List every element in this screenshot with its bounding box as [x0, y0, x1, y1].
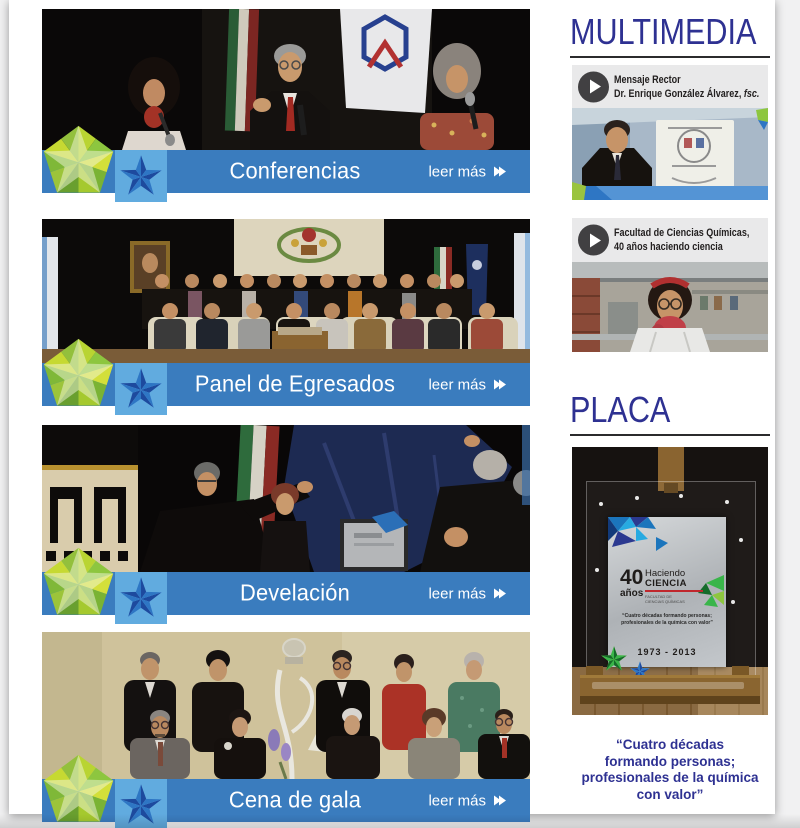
pentagon-star-logo — [42, 752, 115, 826]
multimedia-rule — [570, 56, 770, 58]
card-panel-egresados — [42, 219, 530, 406]
video-thumb-fcq[interactable] — [572, 262, 768, 352]
placa-photo — [572, 447, 768, 715]
develacion-photo[interactable] — [42, 425, 530, 572]
card-cena-gala — [42, 632, 530, 822]
video-label-text: Facultad de Ciencias Químicas, 40 años haciendo ciencia — [614, 227, 750, 253]
rector-video-scene — [572, 108, 768, 200]
video-label-fcq[interactable] — [572, 218, 768, 262]
card-develacion — [42, 425, 530, 615]
leer-mas-link[interactable]: leer más — [428, 585, 506, 602]
panel-photo-scene — [42, 219, 530, 363]
plaque-40: 40 — [620, 566, 644, 589]
multimedia-heading: MULTIMEDIA — [570, 11, 757, 52]
conferencias-banner[interactable] — [42, 150, 530, 193]
leer-mas-link[interactable]: leer más — [428, 792, 506, 809]
plaque-ciencia: CIENCIA — [645, 578, 687, 589]
card-title: Cena de gala — [228, 785, 362, 812]
fast-forward-icon — [494, 167, 506, 177]
plaque-blue-triangles — [608, 517, 678, 559]
plaque-quote: “Cuatro décadas formando personas; profesionales de la química con valor” — [621, 613, 713, 626]
plaque-haciendo: Haciendo — [645, 568, 686, 579]
blue-star-logo — [115, 779, 167, 827]
cena-banner[interactable] — [42, 779, 530, 822]
fcq-video-scene — [572, 262, 768, 352]
placa-heading: PLACA — [570, 389, 671, 430]
fast-forward-icon — [494, 380, 506, 390]
play-icon[interactable] — [578, 71, 609, 102]
conferencias-photo[interactable] — [42, 9, 530, 150]
blue-star-logo — [115, 572, 167, 620]
panel-photo[interactable] — [42, 219, 530, 363]
pentagon-star-logo — [42, 336, 115, 410]
play-icon[interactable] — [578, 225, 609, 256]
plaque-anios: años — [620, 588, 644, 599]
leer-mas-link[interactable]: leer más — [428, 163, 506, 180]
card-title: Panel de Egresados — [194, 369, 396, 396]
conferencias-photo-scene — [42, 9, 530, 150]
video-label-text: Mensaje Rector Dr. Enrique González Álvarez, fsc. — [614, 73, 760, 100]
placa-rule — [570, 434, 770, 436]
video-thumb-mensaje-rector[interactable] — [572, 108, 768, 200]
blue-star-logo — [115, 363, 167, 411]
video-label-mensaje-rector[interactable] — [572, 65, 768, 108]
plaque-years: 1973 - 2013 — [637, 647, 697, 657]
cena-photo-scene — [42, 632, 530, 779]
placa-quote-text: “Cuatro décadas formando personas; profesionales de la química con valor” — [581, 737, 759, 802]
card-title: Develación — [239, 578, 350, 605]
pentagon-star-logo — [42, 545, 115, 619]
card-conferencias — [42, 9, 530, 193]
blue-star-logo — [115, 150, 167, 198]
fast-forward-icon — [494, 589, 506, 599]
card-title: Conferencias — [229, 156, 361, 183]
pentagon-star-logo — [42, 123, 115, 197]
develacion-photo-scene — [42, 425, 530, 572]
plaque-red-line — [645, 590, 703, 592]
fast-forward-icon — [494, 796, 506, 806]
panel-banner[interactable] — [42, 363, 530, 406]
cena-photo[interactable] — [42, 632, 530, 779]
plaque-faculty: FACULTAD DE CIENCIAS QUÍMICAS — [645, 594, 685, 604]
leer-mas-link[interactable]: leer más — [428, 376, 506, 393]
develacion-banner[interactable] — [42, 572, 530, 615]
